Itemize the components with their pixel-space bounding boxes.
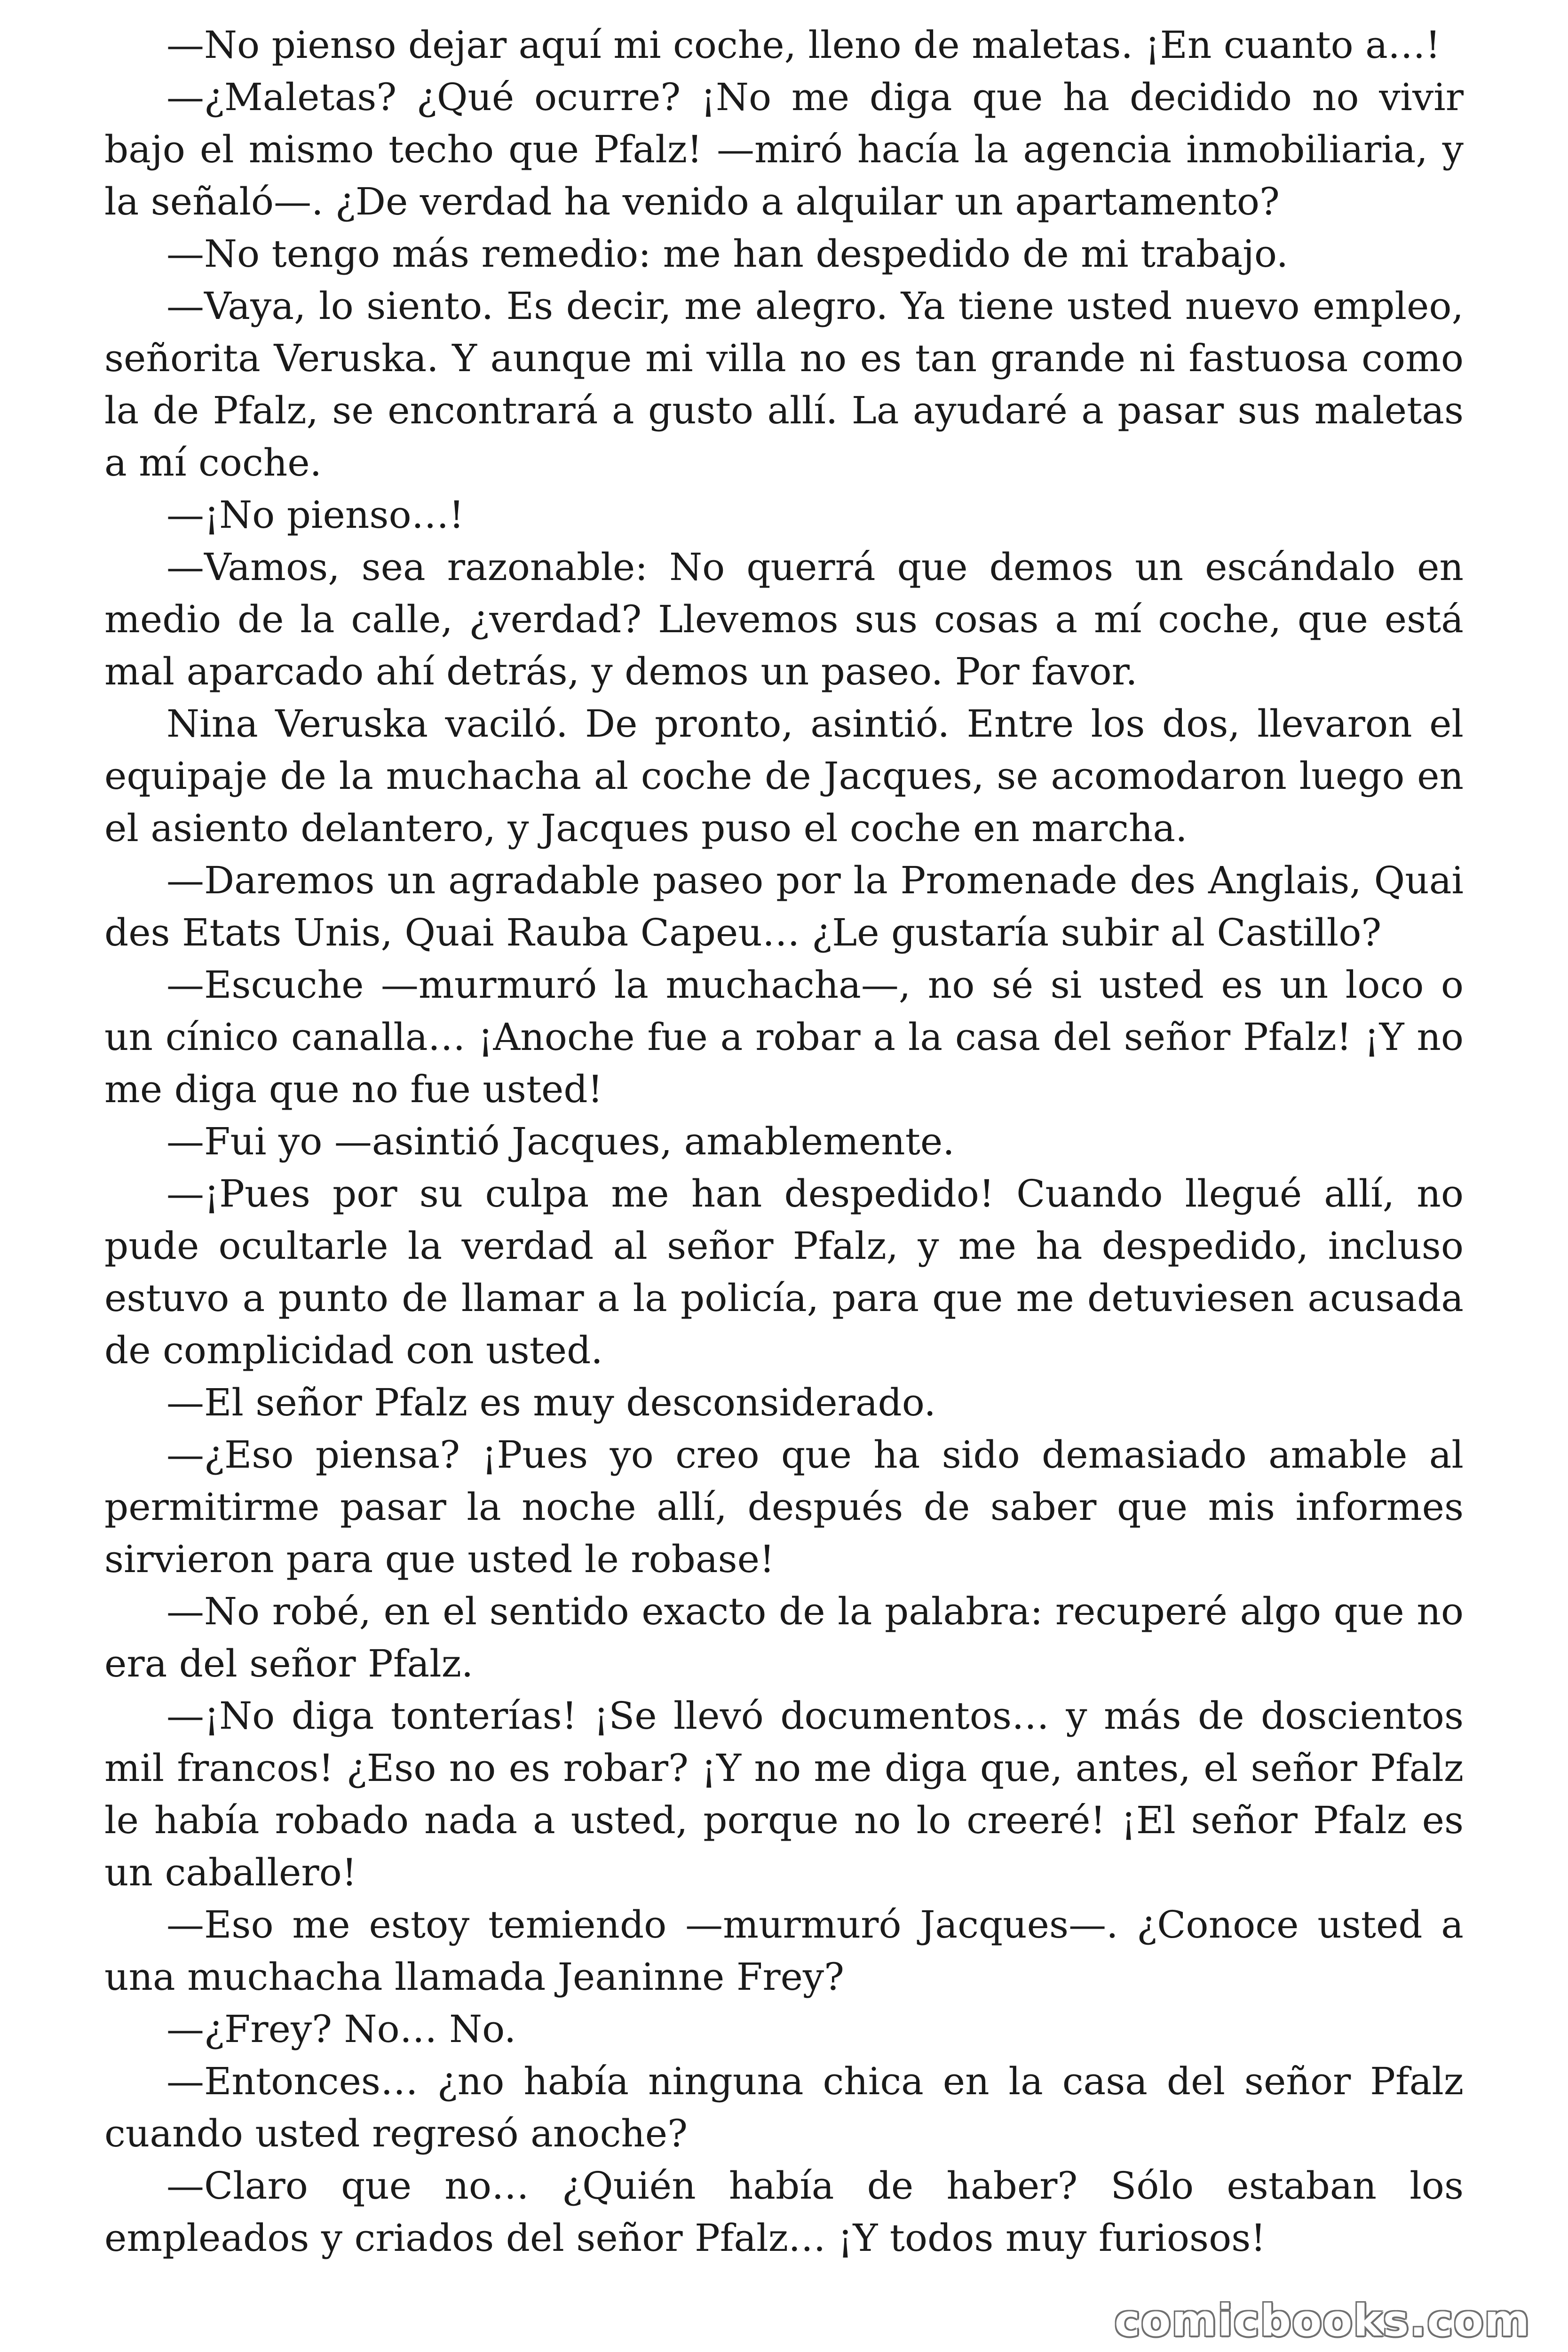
paragraph: —Fui yo —asintió Jacques, amablemente.: [166, 1120, 955, 1163]
paragraph: —Vaya, lo siento. Es decir, me alegro. Ya tiene usted nuevo empleo, señorita Veruska. Y aunque mi villa no es tan grande ni fastuosa como la de Pfalz, se encontrará a gusto allí. La ayudaré a pasar sus maletas a mí coche.: [104, 284, 1464, 485]
paragraph: —¡No diga tonterías! ¡Se llevó documentos… y más de doscientos mil francos! ¿Eso no es robar? ¡Y no me diga que, antes, el señor Pfalz le había robado nada a usted, porque no lo creeré! ¡El señor Pfalz es un caballero!: [104, 1694, 1464, 1894]
paragraph: —No pienso dejar aquí mi coche, lleno de maletas. ¡En cuanto a…!: [166, 23, 1441, 67]
paragraph: —Escuche —murmuró la muchacha—, no sé si usted es un loco o un cínico canalla… ¡Anoche fue a robar a la casa del señor Pfalz! ¡Y no me diga que no fue usted!: [104, 963, 1464, 1111]
watermark-logo: comicbooks.com: [1114, 2296, 1530, 2346]
paragraph: —Claro que no… ¿Quién había de haber? Sólo estaban los empleados y criados del señor Pfalz… ¡Y todos muy furiosos!: [104, 2164, 1464, 2260]
paragraph: —Eso me estoy temiendo —murmuró Jacques—. ¿Conoce usted a una muchacha llamada Jeaninne Frey?: [104, 1903, 1464, 1999]
paragraph: —El señor Pfalz es muy desconsiderado.: [166, 1381, 936, 1424]
paragraph: Nina Veruska vaciló. De pronto, asintió. Entre los dos, llevaron el equipaje de la muchacha al coche de Jacques, se acomodaron luego en el asiento delantero, y Jacques puso el coche en marcha.: [104, 702, 1464, 850]
document-body: [104, 19, 1464, 2264]
paragraph: —¿Eso piensa? ¡Pues yo creo que ha sido demasiado amable al permitirme pasar la noche allí, después de saber que mis informes sirvieron para que usted le robase!: [104, 1433, 1464, 1581]
paragraph: —No tengo más remedio: me han despedido de mi trabajo.: [166, 232, 1288, 276]
paragraph: —¿Frey? No… No.: [166, 2007, 516, 2051]
paragraph: —Entonces… ¿no había ninguna chica en la casa del señor Pfalz cuando usted regresó anoche?: [104, 2059, 1464, 2155]
paragraph: —No robé, en el sentido exacto de la palabra: recuperé algo que no era del señor Pfalz.: [104, 1589, 1464, 1685]
paragraph: —Daremos un agradable paseo por la Promenade des Anglais, Quai des Etats Unis, Quai Rauba Capeu… ¿Le gustaría subir al Castillo?: [104, 858, 1464, 954]
paragraph: —¡No pienso…!: [166, 493, 464, 537]
paragraph: —Vamos, sea razonable: No querrá que demos un escándalo en medio de la calle, ¿verdad? Llevemos sus cosas a mí coche, que está mal aparcado ahí detrás, y demos un paseo. Por favor.: [104, 545, 1464, 693]
paragraph: —¡Pues por su culpa me han despedido! Cuando llegué allí, no pude ocultarle la verdad al señor Pfalz, y me ha despedido, incluso estuvo a punto de llamar a la policía, para que me detuviesen acusada de complicidad con usted.: [104, 1172, 1464, 1372]
paragraph: —¿Maletas? ¿Qué ocurre? ¡No me diga que ha decidido no vivir bajo el mismo techo que Pfalz! —miró hacía la agencia inmobiliaria, y la señaló—. ¿De verdad ha venido a alquilar un apartamento?: [104, 75, 1464, 223]
